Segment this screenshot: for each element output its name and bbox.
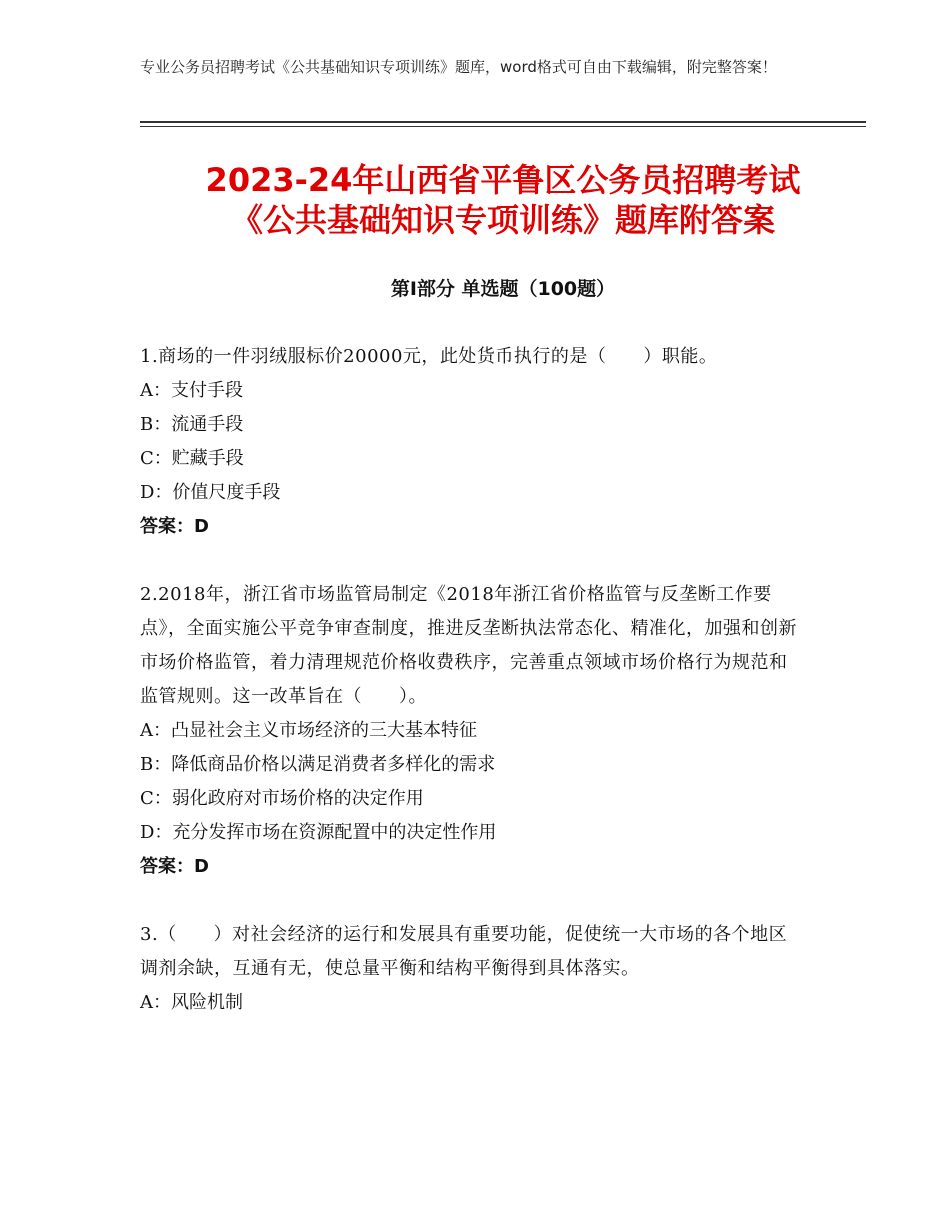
option-a: A：凸显社会主义市场经济的三大基本特征	[140, 720, 477, 741]
option-a: A：支付手段	[140, 380, 243, 401]
question-stem: 2.2018年，浙江省市场监管局制定《2018年浙江省价格监管与反垄断工作要点》，全面实施公平竞争审查制度，推进反垄断执法常态化、精准化，加强和创新市场价格监管，着力清理规范价格收费秩序，完善重点领域市场价格行为规范和监管规则。这一改革旨在（ ）。	[140, 584, 797, 707]
option-d: D：价值尺度手段	[140, 482, 281, 503]
question-3	[140, 918, 805, 1020]
answer-label: 答案：D	[140, 856, 209, 877]
question-stem: 3.（ ）对社会经济的运行和发展具有重要功能，促使统一大市场的各个地区调剂余缺，互通有无，使总量平衡和结构平衡得到具体落实。	[140, 924, 788, 979]
option-a: A：风险机制	[140, 992, 243, 1013]
header-note: 专业公务员招聘考试《公共基础知识专项训练》题库，word格式可自由下载编辑，附完整答案！	[140, 58, 777, 76]
document-title	[140, 160, 866, 240]
header-rule-thick	[140, 121, 866, 123]
option-d: D：充分发挥市场在资源配置中的决定性作用	[140, 822, 497, 843]
option-c: C：贮藏手段	[140, 448, 244, 469]
option-c: C：弱化政府对市场价格的决定作用	[140, 788, 424, 809]
question-stem: 1.商场的一件羽绒服标价20000元，此处货币执行的是（ ）职能。	[140, 346, 718, 367]
question-list	[140, 340, 805, 1054]
question-2	[140, 578, 805, 884]
title-line-2: 《公共基础知识专项训练》题库附答案	[230, 201, 775, 239]
header-rule-thin	[140, 126, 866, 127]
answer-label: 答案：D	[140, 516, 209, 537]
option-b: B：降低商品价格以满足消费者多样化的需求	[140, 754, 496, 775]
section-title: 第Ⅰ部分 单选题（100题）	[390, 278, 616, 300]
title-line-1: 2023-24年山西省平鲁区公务员招聘考试	[205, 161, 801, 199]
option-b: B：流通手段	[140, 414, 244, 435]
question-1	[140, 340, 805, 544]
